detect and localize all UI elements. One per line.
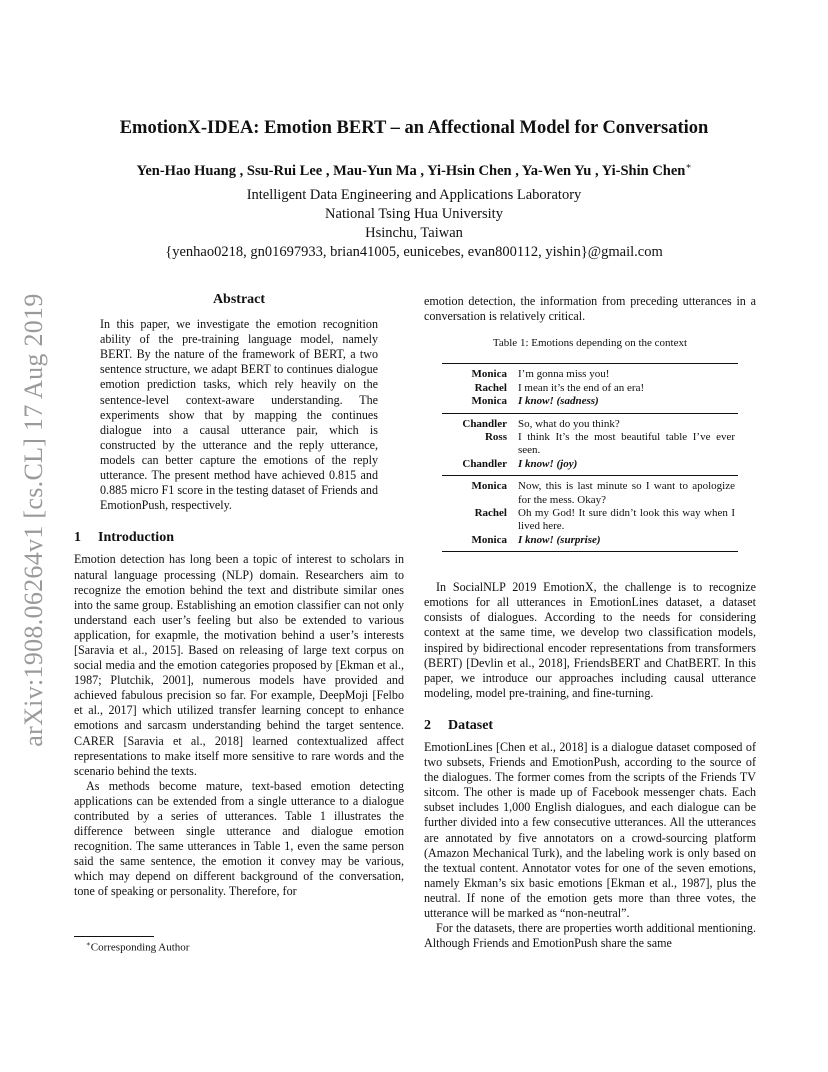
affiliation-location: Hsinchu, Taiwan — [365, 225, 463, 241]
corresponding-author-mark: ∗ — [685, 161, 692, 171]
intro-paragraph-1: Emotion detection has long been a topic of interest to scholars in natural language processing (NLP) domain. Researchers aim to recognize the emotion behind the text and distribute similar ones into the same group. Establishing an emotion classifier can not only understand each user’s feeling but also be extended to various application, for exapmle, the motivation behind a user’s interests [Saravia et al., 2015]. Based on releasing of large text corpus on social media and the emotion categories proposed by [Ekman et al., 1987; Plutchik, 2001], numerous models have provided and achieved fabulous precision so far. For example, DeepMoji [Felbo et al., 2017] which utilized transfer learning concept to enhance emotions and sarcasm understanding behind the target sentence. CARER [Saravia et al., 2018] learned contextualized affect representations to make itself more sensitive to rare words and the scenario behind the texts. — [74, 552, 404, 778]
speaker-cell: Chandler — [462, 457, 507, 470]
author-name: Yen-Hao Huang — [136, 162, 236, 179]
section-title: Introduction — [98, 530, 174, 546]
author-name: Mau-Yun Ma — [333, 162, 417, 179]
author-name: Yi-Hsin Chen — [427, 162, 512, 179]
utterance-cell: I’m gonna miss you! — [515, 364, 738, 382]
arxiv-sidebar — [14, 280, 54, 760]
utterance-cell: Now, this is last minute so I want to apologize for the mess. Okay? — [515, 476, 738, 507]
utterance-cell-emotion: I know! (joy) — [518, 457, 578, 470]
utterance-cell-emotion: I know! (surprise) — [515, 534, 738, 552]
table-row — [442, 458, 738, 476]
socialnlp-paragraph: In SocialNLP 2019 EmotionX, the challenge is to recognize emotions for all utterances in EmotionLines dataset, a dataset consists of dialogues. According to the needs for considering context at the same time, we develop two classification models, inspired by bidirectional encoder representations from transformers (BERT) [Devlin et al., 2018], FriendsBERT and ChatBERT. In this paper, we introduce our approaches including causal utterance modeling, model pre-training, and fine-turning. — [424, 580, 756, 700]
table-row — [442, 476, 738, 507]
author-name: Ssu-Rui Lee — [246, 162, 323, 179]
abstract-heading: Abstract — [212, 292, 266, 307]
author-separator: , — [591, 162, 602, 179]
speaker-cell: Rachel — [474, 506, 507, 519]
dataset-paragraph-1: EmotionLines [Chen et al., 2018] is a dialogue dataset composed of two subsets, Friends and EmotionPush, according to the source of the dialogues. The former comes from the scripts of the Friends TV sitcom. The other is made up of Facebook messenger chats. Each subset includes 1,000 English dialogues, and each dialogue can be further divided into a few consecutive utterances. All the utterances are annotated by five annotators on a crowd-sourcing platform (Amazon Mechanical Turk), and the labeling work is only based on the textual content. Annotator votes for one of the seven emotions, namely Ekman’s six basic emotions [Ekman et al., 1987], plus the neutral. If none of the emotion gets more than three votes, the utterance will be marked as “non-neutral”. — [424, 740, 756, 921]
speaker-cell: Monica — [471, 395, 507, 408]
speaker-cell: Monica — [442, 534, 515, 552]
section-heading-dataset — [424, 718, 756, 733]
author-separator: , — [236, 162, 247, 179]
intro-paragraph-3: emotion detection, the information from preceding utterances in a conversation is relatively critical. — [424, 294, 756, 324]
author-separator: , — [322, 162, 334, 179]
speaker-cell: Ross — [484, 430, 507, 443]
author-emails: {yenhao0218, gn01697933, brian41005, eunicebes, evan800112, yishin}@gmail.com — [165, 244, 663, 260]
utterance-cell: Oh my God! It sure didn’t look this way when I lived here. — [518, 506, 735, 533]
author-separator: , — [511, 162, 522, 179]
table-row — [442, 395, 738, 413]
speaker-cell: Chandler — [442, 413, 515, 431]
table-row — [442, 364, 738, 382]
author-separator: , — [416, 162, 428, 179]
section-number: 1 — [74, 530, 81, 546]
abstract-text: In this paper, we investigate the emotion recognition ability of the pre-training language model, namely BERT. By the nature of the framework of BERT, a two sentence structure, we adapt BERT to continues dialogue emotion prediction tasks, which rely heavily on the sentence-level context-aware understanding. The experiments show that by mapping the continues dialogue into a causal utterance pair, which is constructed by the utterance and the reply utterance, models can better capture the emotions of the reply utterance. The present method have achieved 0.815 and 0.885 micro F1 score in the testing dataset of Friends and EmotionPush, respectively. — [100, 317, 378, 513]
table-caption: Table 1: Emotions depending on the context — [492, 337, 688, 350]
table-row — [442, 431, 738, 458]
footnote-mark: ∗ — [86, 940, 91, 948]
arxiv-identifier: arXiv:1908.06264v1 [cs.CL] 17 Aug 2019 — [19, 293, 48, 747]
emotion-context-table — [442, 363, 738, 552]
table-row — [442, 382, 738, 395]
section-heading-introduction — [74, 530, 404, 545]
utterance-cell: So, what do you think? — [515, 413, 738, 431]
left-column — [74, 292, 404, 900]
footnote-rule — [74, 936, 154, 937]
table-row — [442, 534, 738, 552]
speaker-cell: Rachel — [474, 381, 507, 394]
speaker-cell: Monica — [442, 364, 515, 382]
paper-title: EmotionX-IDEA: Emotion BERT – an Affectional Model for Conversation — [119, 118, 709, 138]
author-list — [0, 161, 828, 180]
table-row — [442, 507, 738, 534]
utterance-cell-emotion: I know! (sadness) — [518, 395, 599, 408]
right-column — [424, 294, 756, 951]
table-row — [442, 413, 738, 431]
utterance-cell: I think It’s the most beautiful table I’ve ever seen. — [518, 430, 735, 457]
footnote-text: Corresponding Author — [90, 941, 190, 954]
section-title: Dataset — [448, 717, 494, 733]
utterance-cell: I mean it’s the end of an era! — [518, 381, 645, 394]
affiliation-lab: Intelligent Data Engineering and Applications Laboratory — [246, 187, 582, 203]
intro-paragraph-2: As methods become mature, text-based emotion detecting applications can be extended from a single utterance to a dialogue contributed by a series of utterances. Table 1 illustrates the difference between single utterance and dialogue emotion recognition. The same utterances in Table 1, even the same person said the same sentence, the emotion it convey may be various, which may depend on different background of the conversation, tone of speaking or personality. Therefore, for — [74, 778, 404, 899]
footnote — [86, 940, 189, 954]
speaker-cell: Monica — [442, 476, 515, 507]
affiliation-university: National Tsing Hua University — [325, 206, 503, 222]
author-name: Ya-Wen Yu — [521, 162, 592, 179]
author-name: Yi-Shin Chen — [601, 162, 686, 179]
affiliation-block — [0, 186, 828, 262]
section-number: 2 — [424, 717, 431, 733]
dataset-paragraph-2: For the datasets, there are properties worth additional mentioning. Although Friends and EmotionPush share the same — [424, 921, 756, 951]
